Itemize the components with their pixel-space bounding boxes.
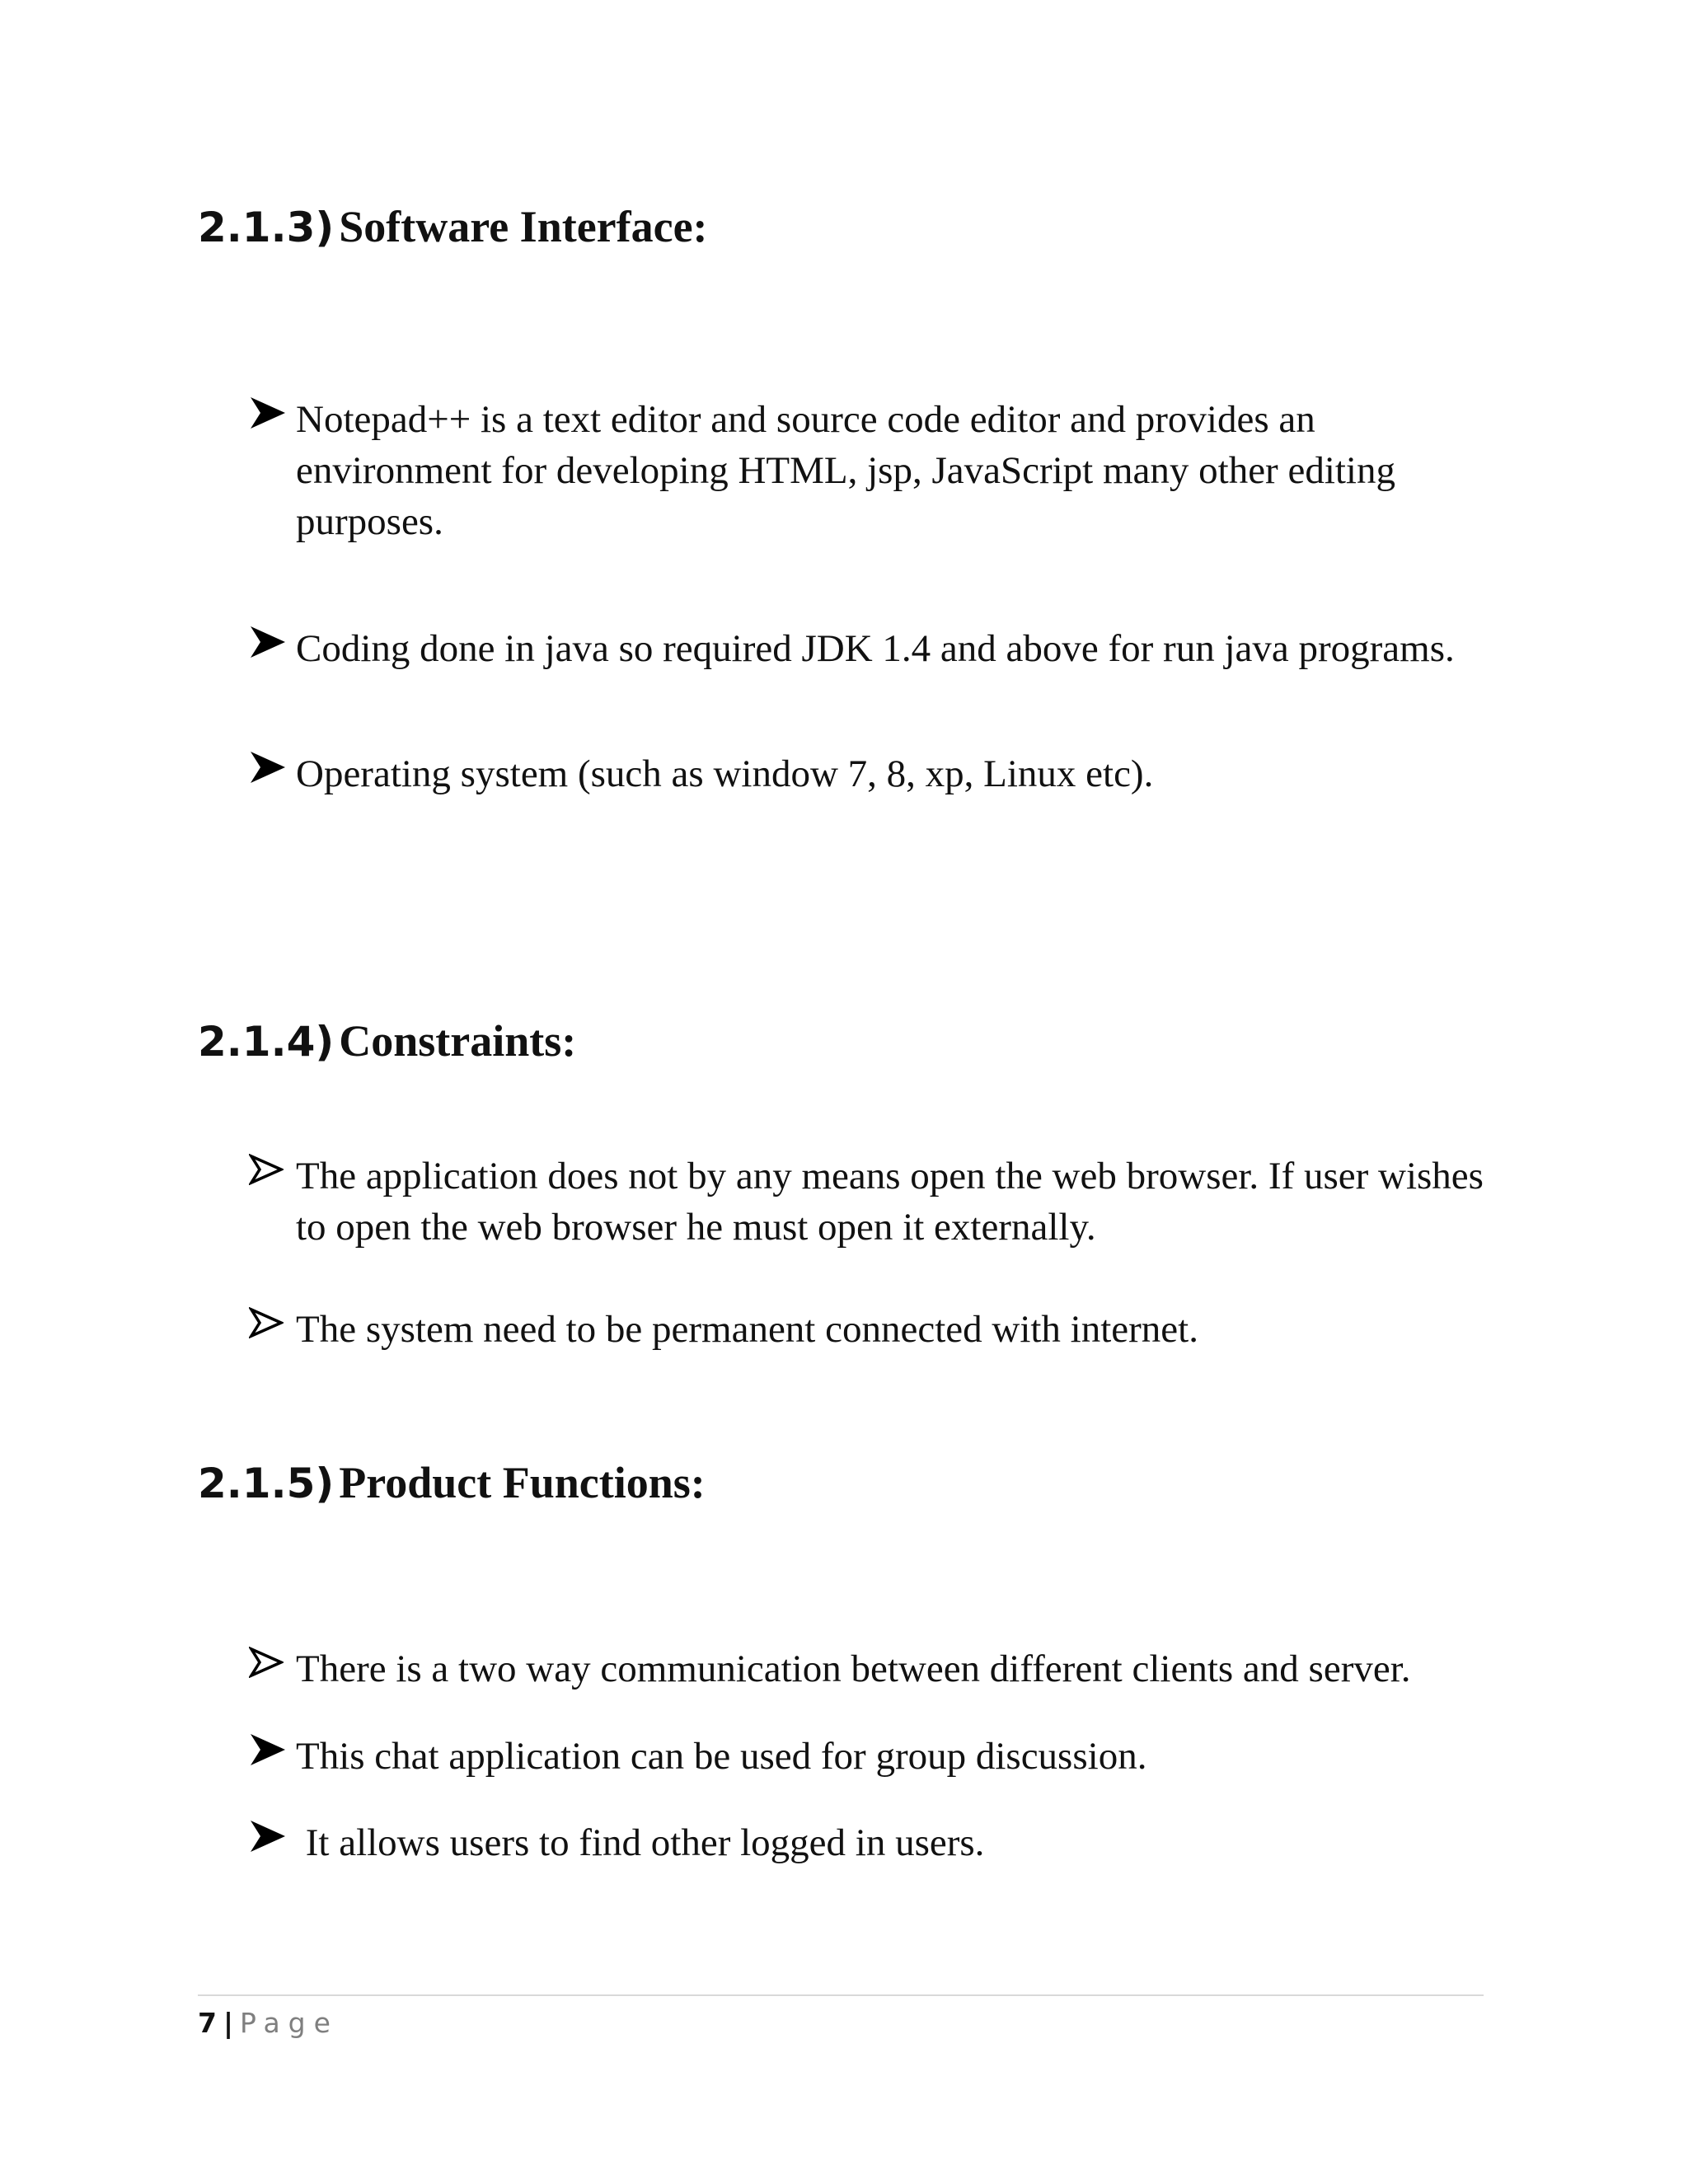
bullet-item xyxy=(249,1643,1510,1694)
bullet-text: Operating system (such as window 7, 8, xp, Linux etc). xyxy=(296,752,1154,795)
section-heading-product-functions xyxy=(198,1460,706,1505)
bullet-text: It allows users to find other logged in users. xyxy=(296,1821,985,1864)
page-label: Page xyxy=(240,2007,339,2039)
arrowhead-bullet-icon xyxy=(249,625,287,659)
section-title: Product Functions: xyxy=(339,1458,706,1507)
bullet-text: The system need to be permanent connected with internet. xyxy=(296,1308,1198,1351)
bullet-item xyxy=(249,1304,1510,1355)
bullet-item xyxy=(249,1151,1510,1253)
arrowhead-bullet-icon xyxy=(249,1154,284,1185)
section-heading-constraints xyxy=(198,1016,577,1066)
bullet-item xyxy=(249,1731,1510,1782)
page-footer xyxy=(198,2007,339,2039)
arrowhead-bullet-icon xyxy=(249,1647,284,1678)
page-number: 7 xyxy=(198,2007,217,2039)
section-title: Constraints: xyxy=(339,1016,577,1066)
section-title: Software Interface: xyxy=(339,202,708,251)
bullet-text: There is a two way communication between different clients and server. xyxy=(296,1647,1411,1690)
bullet-text: This chat application can be used for group discussion. xyxy=(296,1735,1147,1778)
bullet-text: Coding done in java so required JDK 1.4 and above for run java programs. xyxy=(296,627,1455,670)
section-number: 2.1.5) xyxy=(198,1460,335,1507)
bullet-text: The application does not by any means open the web browser. If user wishes to open the web browser he must open it externally. xyxy=(296,1155,1484,1249)
arrowhead-bullet-icon xyxy=(249,1307,284,1338)
footer-divider xyxy=(198,1994,1484,1996)
bullet-item xyxy=(249,394,1510,547)
arrowhead-bullet-icon xyxy=(249,1819,287,1854)
arrowhead-bullet-icon xyxy=(249,750,287,785)
bullet-item xyxy=(249,623,1510,674)
arrowhead-bullet-icon xyxy=(249,396,287,430)
section-number: 2.1.4) xyxy=(198,1018,335,1066)
section-number: 2.1.3) xyxy=(198,204,335,251)
arrowhead-bullet-icon xyxy=(249,1732,287,1767)
bullet-text: Notepad++ is a text editor and source code editor and provides an environment for developing HTML, jsp, JavaScript many other editing purposes. xyxy=(296,398,1395,543)
bullet-item xyxy=(249,748,1510,799)
footer-separator: | xyxy=(223,2007,234,2039)
bullet-item xyxy=(249,1817,1510,1868)
section-heading-software-interface xyxy=(198,204,708,249)
